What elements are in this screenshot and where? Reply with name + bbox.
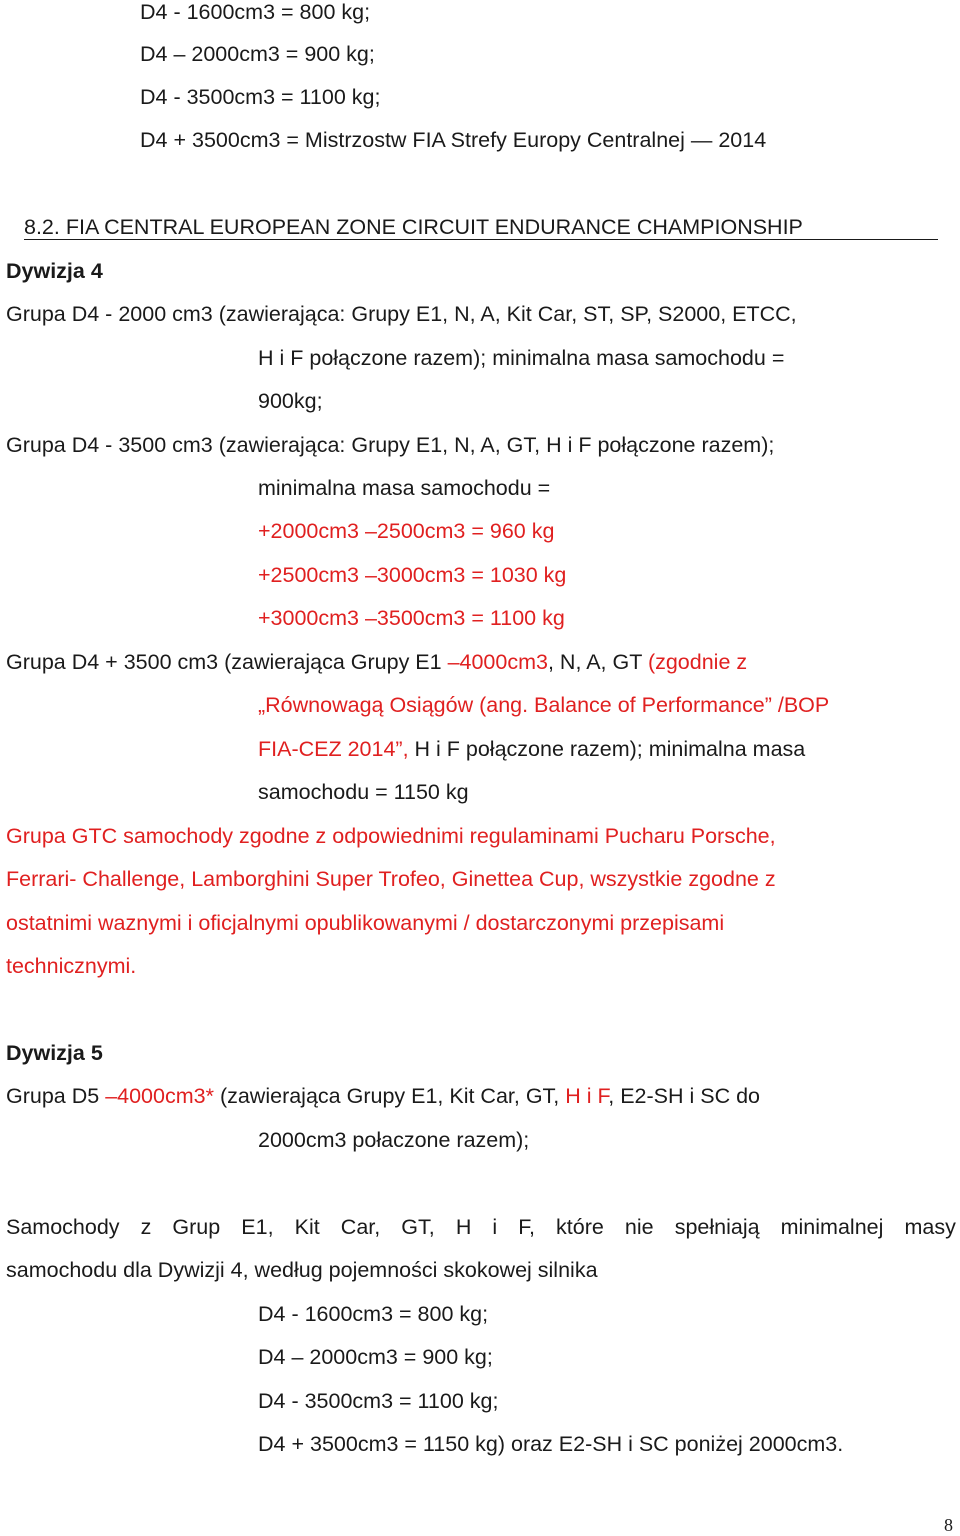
word: F, xyxy=(518,1215,535,1239)
weight-row-3: +3000cm3 –3500cm3 = 1100 kg xyxy=(258,606,565,630)
word: E1, xyxy=(241,1215,274,1239)
paragraph-line-2: samochodu dla Dywizji 4, według pojemności skokowej silnika xyxy=(6,1258,598,1282)
group-d4-plus-3500-line-4: samochodu = 1150 kg xyxy=(258,780,469,804)
text-run: , E2-SH i SC do xyxy=(608,1084,761,1108)
group-gtc-line-1: Grupa GTC samochody zgodne z odpowiednimi regulaminami Pucharu Porsche, xyxy=(6,824,776,848)
division-5-title: Dywizja 5 xyxy=(6,1041,103,1065)
word: Samochody xyxy=(6,1215,120,1239)
text-run-red: –4000cm3 xyxy=(447,650,548,674)
group-d4-plus-3500-line-2: „Równowagą Osiągów (ang. Balance of Performance” /BOP xyxy=(258,693,830,717)
word: nie xyxy=(624,1215,654,1239)
word: masy xyxy=(904,1215,956,1239)
bottom-list-item-4: D4 + 3500cm3 = 1150 kg) oraz E2-SH i SC poniżej 2000cm3. xyxy=(258,1432,844,1456)
group-d5-line-1 xyxy=(6,1082,760,1110)
top-list-item-3: D4 - 3500cm3 = 1100 kg; xyxy=(140,85,381,109)
text-run-red: FIA-CEZ 2014”, xyxy=(258,737,409,761)
word: GT, xyxy=(401,1215,435,1239)
section-heading: 8.2. FIA CENTRAL EUROPEAN ZONE CIRCUIT ENDURANCE CHAMPIONSHIP xyxy=(24,215,803,239)
group-gtc-line-3: ostatnimi waznymi i oficjalnymi opublikowanymi / dostarczonymi przepisami xyxy=(6,911,725,935)
word: Car, xyxy=(340,1215,381,1239)
bottom-list-item-1: D4 - 1600cm3 = 800 kg; xyxy=(258,1302,489,1326)
group-d4-plus-3500-line-1 xyxy=(6,648,747,676)
top-list-item-2: D4 – 2000cm3 = 900 kg; xyxy=(140,42,375,66)
word: spełniają xyxy=(674,1215,760,1239)
text-run: Grupa D5 xyxy=(6,1084,106,1108)
group-d4-2000-line-2: H i F połączone razem); minimalna masa samochodu = xyxy=(258,346,785,370)
section-heading-underline xyxy=(24,239,938,240)
top-list-item-4: D4 + 3500cm3 = Mistrzostw FIA Strefy Europy Centralnej — 2014 xyxy=(140,128,767,152)
word: Grup xyxy=(172,1215,221,1239)
word: i xyxy=(492,1215,498,1239)
group-d5-line-2: 2000cm3 połaczone razem); xyxy=(258,1128,530,1152)
page-number: 8 xyxy=(944,1515,953,1535)
text-run: Grupa D4 + 3500 cm3 (zawierająca Grupy E1 xyxy=(6,650,448,674)
word: które xyxy=(556,1215,604,1239)
text-run-red: (zgodnie z xyxy=(647,650,748,674)
word: Kit xyxy=(294,1215,320,1239)
weight-row-2: +2500cm3 –3000cm3 = 1030 kg xyxy=(258,563,567,587)
bottom-list-item-2: D4 – 2000cm3 = 900 kg; xyxy=(258,1345,493,1369)
group-d4-3500-line-1: Grupa D4 - 3500 cm3 (zawierająca: Grupy E1, N, A, GT, H i F połączone razem); xyxy=(6,433,775,457)
word: minimalnej xyxy=(780,1215,884,1239)
text-run: , N, A, GT xyxy=(547,650,648,674)
text-run: H i F połączone razem); minimalna masa xyxy=(408,737,806,761)
group-gtc-line-2: Ferrari- Challenge, Lamborghini Super Trofeo, Ginettea Cup, wszystkie zgodne z xyxy=(6,867,776,891)
word: z xyxy=(140,1215,152,1239)
text-run: (zawierająca Grupy E1, Kit Car, GT, xyxy=(213,1084,566,1108)
group-d4-plus-3500-line-3 xyxy=(258,735,805,763)
weight-row-1: +2000cm3 –2500cm3 = 960 kg xyxy=(258,519,555,543)
word: H xyxy=(455,1215,472,1239)
group-gtc-line-4: technicznymi. xyxy=(6,954,137,978)
text-run-red: –4000cm3* xyxy=(105,1084,214,1108)
bottom-list-item-3: D4 - 3500cm3 = 1100 kg; xyxy=(258,1389,499,1413)
group-d4-2000-line-3: 900kg; xyxy=(258,389,323,413)
division-4-title: Dywizja 4 xyxy=(6,259,103,283)
top-list-item-1: D4 - 1600cm3 = 800 kg; xyxy=(140,0,371,24)
group-d4-3500-line-2: minimalna masa samochodu = xyxy=(258,476,551,500)
group-d4-2000-line-1: Grupa D4 - 2000 cm3 (zawierająca: Grupy E1, N, A, Kit Car, ST, SP, S2000, ETCC, xyxy=(6,302,797,326)
text-run-red: H i F xyxy=(565,1084,609,1108)
paragraph-line-1 xyxy=(6,1213,956,1241)
